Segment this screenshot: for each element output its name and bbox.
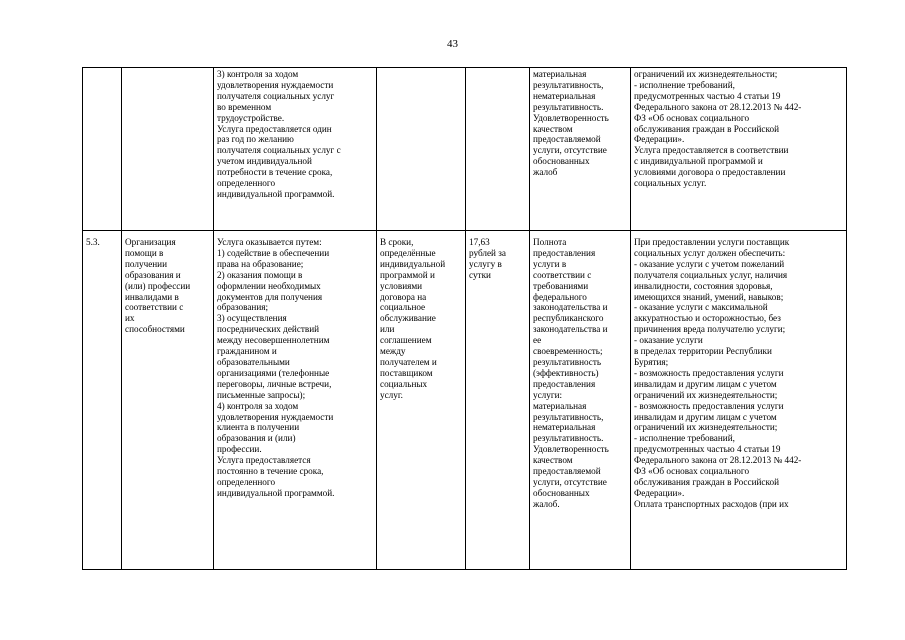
cell-text-line: результативность, [533,79,604,90]
cell-text-line: определенного [217,476,276,487]
cell-text-line: - оказание услуги [634,335,703,346]
cell-text-line: результативность, [533,411,604,422]
cell-text-line: Услуга предоставляется один [217,123,332,134]
cell-text-line: предусмотренных частью 4 статьи 19 [634,90,781,101]
cell-text-line: материальная [533,69,587,79]
cell-text-line: ограничений их жизнедеятельности; [634,389,778,400]
cell-text-line: жалоб [533,167,558,178]
cell-number [83,231,122,570]
cell-text-line: услуги в [533,258,567,269]
cell-text-line: Организация [125,237,176,247]
cell-text-line: потребности в течение срока, [217,167,333,178]
cell-text-line: удовлетворения нуждаемости [217,79,334,90]
cell-text-line: индивидуальной программой. [217,188,335,199]
cell-text-line: Полнота [533,237,567,247]
cell-conditions [631,231,847,570]
cell-text-line: результативность [533,356,602,367]
cell-indicators [530,68,631,231]
cell-text-line: программой и [380,269,435,280]
cell-text-line: организациями (телефонные [217,367,330,378]
cell-text-line: 4) контроля за ходом [217,400,299,411]
cell-text-line: соответствии с [533,269,592,280]
cell-text-line: ФЗ «Об основах социального [634,112,750,123]
cell-text-line: оформлении необходимых [217,280,321,291]
cell-text-line: раз год по желанию [217,134,294,145]
cell-text-line: обоснованных [533,487,590,498]
cell-text-line: социальное [380,302,426,313]
cell-text-line: услуг. [380,389,403,400]
cell-service-name [122,68,214,231]
cell-text-line: индивидуальной программой. [217,487,335,498]
cell-text-line: получателя социальных услуг, наличия [634,269,788,280]
cell-text-line: - исполнение требований, [634,79,735,90]
cell-text-line: учетом индивидуальной [217,156,312,167]
cell-text-line: социальных услуг должен обеспечить: [634,247,786,258]
cell-text-line: трудоустройстве. [217,112,285,123]
cell-text-line: услуги: [533,389,563,400]
cell-text-line: Бурятия; [634,356,669,367]
services-table [82,67,847,570]
cell-text-line: - исполнение требований, [634,433,735,444]
cell-text-line: 3) контроля за ходом [217,69,299,79]
cell-text-line: образования и [125,269,181,280]
cell-text-line: договора на [380,291,427,302]
cell-text-line: условиями договора о предоставлении [634,167,786,178]
cell-text-line: нематериальная [533,90,596,101]
cell-text-line: рублей за [469,247,506,258]
cell-text-line: получателем и [380,356,437,367]
cell-text-line: - оказание услуги с максимальной [634,302,768,313]
cell-text-line: удовлетворения нуждаемости [217,411,334,422]
cell-text-line: документов для получения [217,291,323,302]
cell-text-line: Удовлетворенность [533,444,609,455]
cell-text-line: Федерации». [634,134,685,145]
cell-text-line: услуги, отсутствие [533,476,607,487]
cell-text-line: образовательными [217,356,290,367]
cell-price [466,68,530,231]
cell-text-line: 1) содействие в обеспечении [217,247,330,258]
cell-text-line: посреднических действий [217,324,320,335]
cell-text-line: инвалидами в [125,291,179,302]
cell-text-line: материальная [533,400,587,411]
cell-text-line: ФЗ «Об основах социального [634,466,750,477]
cell-text-line: образования и (или) [217,433,296,444]
cell-text-line: - оказание услуги с учетом пожеланий [634,258,785,269]
cell-text-line: их [125,313,135,324]
cell-text-line: В сроки, [380,237,414,247]
cell-text-line: Федерального закона от 28.12.2013 № 442- [634,101,802,112]
cell-text-line: - возможность предоставления услуги [634,367,784,378]
cell-text-line: письменные запросы); [217,389,306,400]
cell-text-line: между несовершеннолетним [217,335,330,346]
table-row [83,68,847,231]
cell-text-line: предусмотренных частью 4 статьи 19 [634,444,781,455]
cell-text-line: результативность. [533,101,604,112]
cell-text-line: качеством [533,455,573,466]
cell-text-line: с индивидуальной программой и [634,156,763,167]
cell-text-line: (или) профессии [125,280,191,291]
cell-text-line: или [380,324,395,335]
cell-text-line: профессии. [217,444,262,455]
cell-description [214,231,377,570]
cell-text-line: соответствии с [125,302,184,313]
cell-text-line: аккуратностью и осторожностью, без [634,313,781,324]
cell-text-line: социальных [380,378,428,389]
cell-text-line: Оплата транспортных расходов (при их [634,498,789,509]
cell-text-line: обслуживание [380,313,436,324]
cell-text-line: 2) оказания помощи в [217,269,303,280]
cell-text-line: Федерального закона от 28.12.2013 № 442- [634,455,802,466]
cell-text-line: помощи в [125,247,164,258]
cell-text-line: ограничений их жизнедеятельности; [634,422,778,433]
cell-conditions [631,68,847,231]
cell-text-line: определенного [217,178,276,189]
cell-text-line: ограничений их жизнедеятельности; [634,69,778,79]
cell-text-line: своевременность; [533,346,603,357]
cell-text-line: 3) осуществления [217,313,287,324]
cell-text-line: - возможность предоставления услуги [634,400,784,411]
cell-indicators [530,231,631,570]
cell-text-line: (эффективность) [533,367,599,378]
cell-text-line: получении [125,258,168,269]
cell-text-line: условиями [380,280,423,291]
cell-text-line: клиента в получении [217,422,300,433]
cell-text-line: результативность. [533,433,604,444]
cell-text-line: инвалидам и другим лицам с учетом [634,411,777,422]
cell-price [466,231,530,570]
cell-text-line: между [380,346,406,357]
cell-text-line: предоставления [533,247,596,258]
cell-text-line: предоставления [533,378,596,389]
cell-text-line: индивидуальной [380,258,446,269]
cell-text-line: 17,63 [469,237,490,247]
table-row [83,231,847,570]
cell-text-line: обслуживания граждан в Российской [634,123,779,134]
cell-text-line: переговоры, личные встречи, [217,378,332,389]
page-number: 43 [447,38,458,50]
cell-text-line: инвалидам и другим лицам с учетом [634,378,777,389]
cell-text-line: соглашением [380,335,432,346]
cell-text-line: получателя социальных услуг с [217,145,341,156]
cell-text-line: права на образование; [217,258,304,269]
cell-text-line: имеющихся знаний, умений, навыков; [634,291,784,302]
cell-text-line: в пределах территории Республики [634,346,772,357]
cell-text-line: причинения вреда получателю услуги; [634,324,786,335]
cell-terms [377,231,466,570]
cell-text-line: требованиями [533,280,589,291]
cell-text-line: определённые [380,247,436,258]
cell-text-line: законодательства и [533,302,608,313]
cell-text-line: Удовлетворенность [533,112,609,123]
cell-text-line: обслуживания граждан в Российской [634,476,779,487]
cell-text-line: Услуга предоставляется в соответствии [634,145,789,156]
cell-text-line: инвалидности, состояния здоровья, [634,280,773,291]
cell-text-line: обоснованных [533,156,590,167]
cell-text-line: нематериальная [533,422,596,433]
cell-text-line: При предоставлении услуги поставщик [634,237,790,247]
cell-text-line: предоставляемой [533,134,601,145]
cell-text-line: поставщиком [380,367,433,378]
cell-text-line: качеством [533,123,573,134]
cell-text-line: во временном [217,101,272,112]
cell-text-line: образования; [217,302,269,313]
cell-text-line: ее [533,335,542,346]
cell-text-line: законодательства и [533,324,608,335]
cell-text-line: Услуга предоставляется [217,455,311,466]
row-number-label: 5.3. [86,237,100,247]
cell-description [214,68,377,231]
cell-text-line: сутки [469,269,491,280]
cell-text-line: республиканского [533,313,604,324]
cell-terms [377,68,466,231]
cell-text-line: жалоб. [533,498,560,509]
cell-service-name [122,231,214,570]
cell-text-line: способностями [125,324,185,335]
cell-text-line: гражданином и [217,346,277,357]
cell-text-line: постоянно в течение срока, [217,466,324,477]
cell-text-line: федерального [533,291,587,302]
cell-text-line: социальных услуг. [634,178,707,189]
cell-text-line: получателя социальных услуг [217,90,335,101]
cell-text-line: услуги, отсутствие [533,145,607,156]
cell-text-line: предоставляемой [533,466,601,477]
cell-text-line: Федерации». [634,487,685,498]
cell-text-line: Услуга оказывается путем: [217,237,322,247]
cell-number [83,68,122,231]
cell-text-line: услугу в [469,258,502,269]
